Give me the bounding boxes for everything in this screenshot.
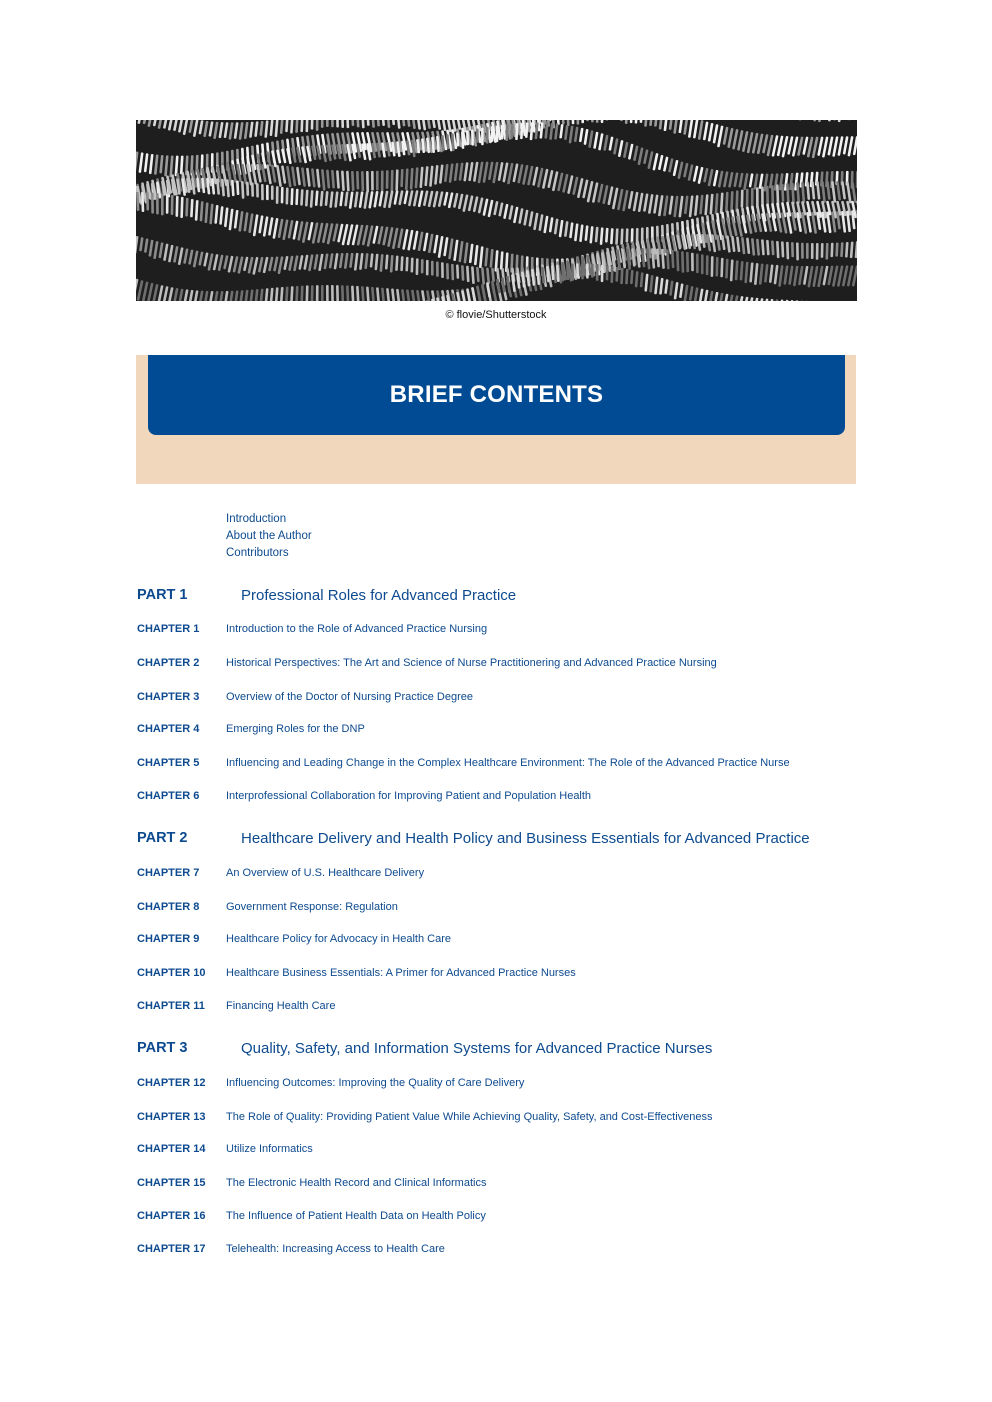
chapter-title[interactable]: Healthcare Business Essentials: A Primer for Advanced Practice Nurses [226,967,576,979]
part-title[interactable]: Quality, Safety, and Information Systems for Advanced Practice Nurses [241,1040,713,1057]
chapter-title[interactable]: Overview of the Doctor of Nursing Practice Degree [226,691,473,703]
chapter-label: CHAPTER 8 [137,901,200,913]
chapter-title[interactable]: The Influence of Patient Health Data on Health Policy [226,1210,486,1222]
chapter-label: CHAPTER 11 [137,1000,205,1012]
page-title: BRIEF CONTENTS [389,381,604,408]
chapter-title[interactable]: Interprofessional Collaboration for Improving Patient and Population Health [226,790,592,802]
part-label: PART 2 [137,830,188,846]
part-title[interactable]: Healthcare Delivery and Health Policy and Business Essentials for Advanced Practice [241,830,810,847]
chapter-label: CHAPTER 2 [137,657,200,669]
image-credit: © flovie/Shutterstock [445,309,547,321]
part-label: PART 3 [137,1040,188,1056]
banner-image [136,120,857,301]
chapter-title[interactable]: Government Response: Regulation [226,901,398,913]
chapter-title[interactable]: Influencing and Leading Change in the Complex Healthcare Environment: The Role of the Advanced Practice Nurse [226,757,790,769]
front-matter-introduction-link[interactable]: Introduction [226,513,287,525]
chapter-title[interactable]: Historical Perspectives: The Art and Science of Nurse Practitionering and Advanced Practice Nursing [226,657,717,669]
chapter-title[interactable]: The Role of Quality: Providing Patient Value While Achieving Quality, Safety, and Cost-Effectiveness [226,1111,713,1123]
chapter-title[interactable]: Emerging Roles for the DNP [226,723,365,735]
chapter-label: CHAPTER 17 [137,1243,206,1255]
front-matter-contributors-link[interactable]: Contributors [226,547,289,559]
part-label: PART 1 [137,587,188,603]
chapter-label: CHAPTER 9 [137,933,200,945]
front-matter-about-author-link[interactable]: About the Author [226,530,312,542]
chapter-label: CHAPTER 1 [137,623,200,635]
chapter-title[interactable]: Healthcare Policy for Advocacy in Health Care [226,933,451,945]
chapter-title[interactable]: Influencing Outcomes: Improving the Quality of Care Delivery [226,1077,525,1089]
chapter-title[interactable]: Telehealth: Increasing Access to Health Care [226,1243,445,1255]
header-bar [148,355,845,435]
chapter-label: CHAPTER 15 [137,1177,206,1189]
contents-header [136,355,856,484]
chapter-label: CHAPTER 14 [137,1143,206,1155]
front-matter-list [226,511,312,562]
chapter-title[interactable]: An Overview of U.S. Healthcare Delivery [226,867,425,879]
chapter-label: CHAPTER 3 [137,691,200,703]
chapter-label: CHAPTER 6 [137,790,200,802]
chapter-label: CHAPTER 5 [137,757,200,769]
part-title[interactable]: Professional Roles for Advanced Practice [241,587,517,604]
chapter-label: CHAPTER 13 [137,1111,206,1123]
chapter-title[interactable]: Financing Health Care [226,1000,336,1012]
chapter-title[interactable]: Introduction to the Role of Advanced Practice Nursing [226,623,488,635]
chapter-label: CHAPTER 4 [137,723,200,735]
chapter-label: CHAPTER 7 [137,867,200,879]
chapter-label: CHAPTER 12 [137,1077,206,1089]
chapter-title[interactable]: The Electronic Health Record and Clinical Informatics [226,1177,487,1189]
chapter-label: CHAPTER 16 [137,1210,206,1222]
chapter-title[interactable]: Utilize Informatics [226,1143,313,1155]
chapter-label: CHAPTER 10 [137,967,206,979]
